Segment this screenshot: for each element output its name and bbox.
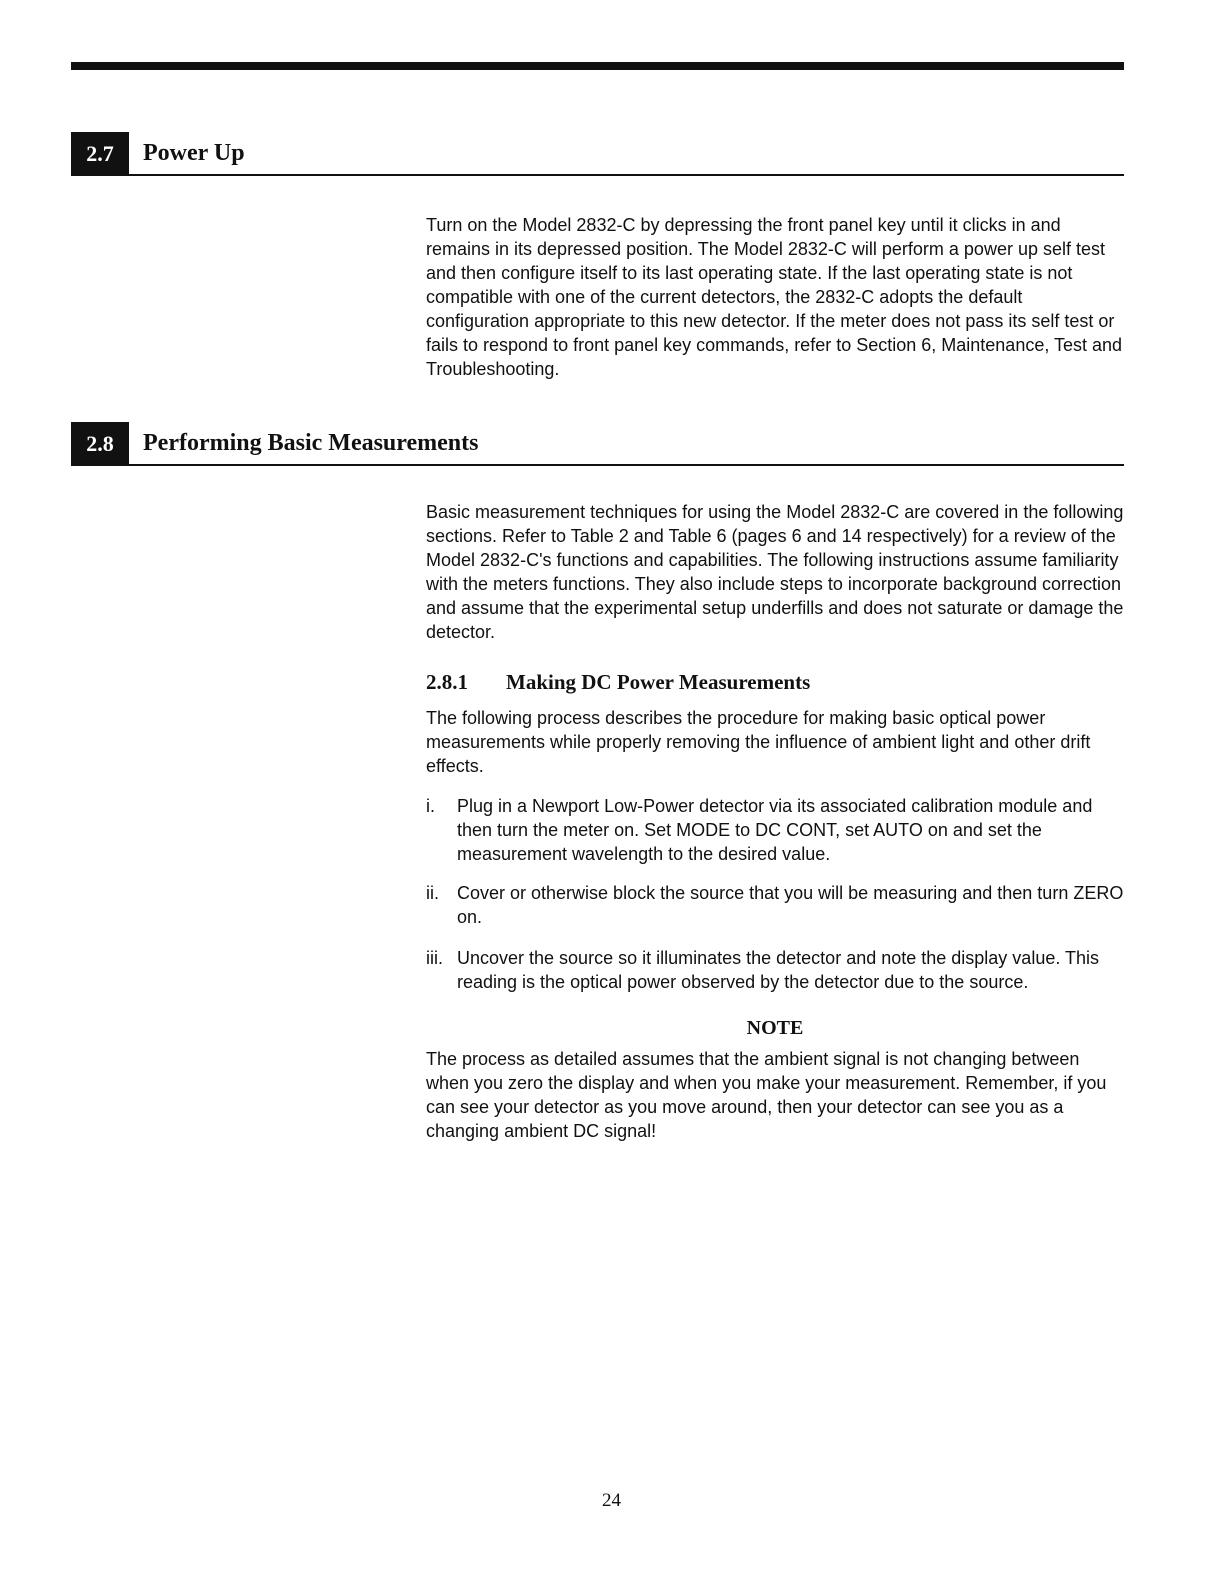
subsection-number: 2.8.1 <box>426 670 468 694</box>
power-up-paragraph: Turn on the Model 2832-C by depressing the front panel key until it clicks in and remains in its depressed position. The Model 2832-C will perform a power up self test and then configure itself to its last operating state. If the last operating state is not compatible with one of the current detectors, the 2832-C adopts the default configuration appropriate to this new detector. If the meter does not pass its self test or fails to respond to front panel key commands, refer to Section 6, Maintenance, Test and Troubleshooting. <box>426 215 1123 379</box>
list-marker: i. <box>426 796 435 816</box>
basic-measurements-paragraph: Basic measurement techniques for using the Model 2832-C are covered in the following sections. Refer to Table 2 and Table 6 (pages 6 and 14 respectively) for a review of the Model 2832-C's functions and capabilities. The following instructions assume familiarity with the meters functions. They also include steps to incorporate background correction and assume that the experimental setup underfills and does not saturate or damage the detector. <box>426 502 1124 642</box>
section-number-badge: 2.7 <box>71 132 129 175</box>
section-header-basic-measurements <box>71 422 1124 466</box>
top-rule <box>71 62 1124 70</box>
list-item-text: Cover or otherwise block the source that you will be measuring and then turn ZERO on. <box>457 883 1124 927</box>
subsection-title: Making DC Power Measurements <box>506 670 811 694</box>
list-item-text: Uncover the source so it illuminates the detector and note the display value. This reading is the optical power observed by the detector due to the source. <box>457 948 1100 992</box>
section-title: Power Up <box>143 140 245 166</box>
list-marker: iii. <box>426 948 443 968</box>
section-title: Performing Basic Measurements <box>143 430 479 456</box>
subsection-intro: The following process describes the procedure for making basic optical power measurements while properly removing the influence of ambient light and other drift effects. <box>426 708 1091 776</box>
page-number: 24 <box>602 1490 621 1511</box>
list-item <box>426 946 1124 994</box>
list-item <box>426 881 1124 929</box>
section-header-power-up <box>71 132 1124 176</box>
subsection-heading <box>426 670 1124 695</box>
list-marker: ii. <box>426 883 439 903</box>
list-item <box>426 794 1124 866</box>
section-number-badge: 2.8 <box>71 422 129 465</box>
list-item-text: Plug in a Newport Low-Power detector via its associated calibration module and then turn the meter on. Set MODE to DC CONT, set AUTO on and set the measurement wavelength to the desired value. <box>457 796 1093 864</box>
note-text: The process as detailed assumes that the ambient signal is not changing between when you zero the display and when you make your measurement. Remember, if you can see your detector as you move around, then your detector can see you as a changing ambient DC signal! <box>426 1049 1107 1141</box>
note-heading: NOTE <box>746 1017 804 1039</box>
